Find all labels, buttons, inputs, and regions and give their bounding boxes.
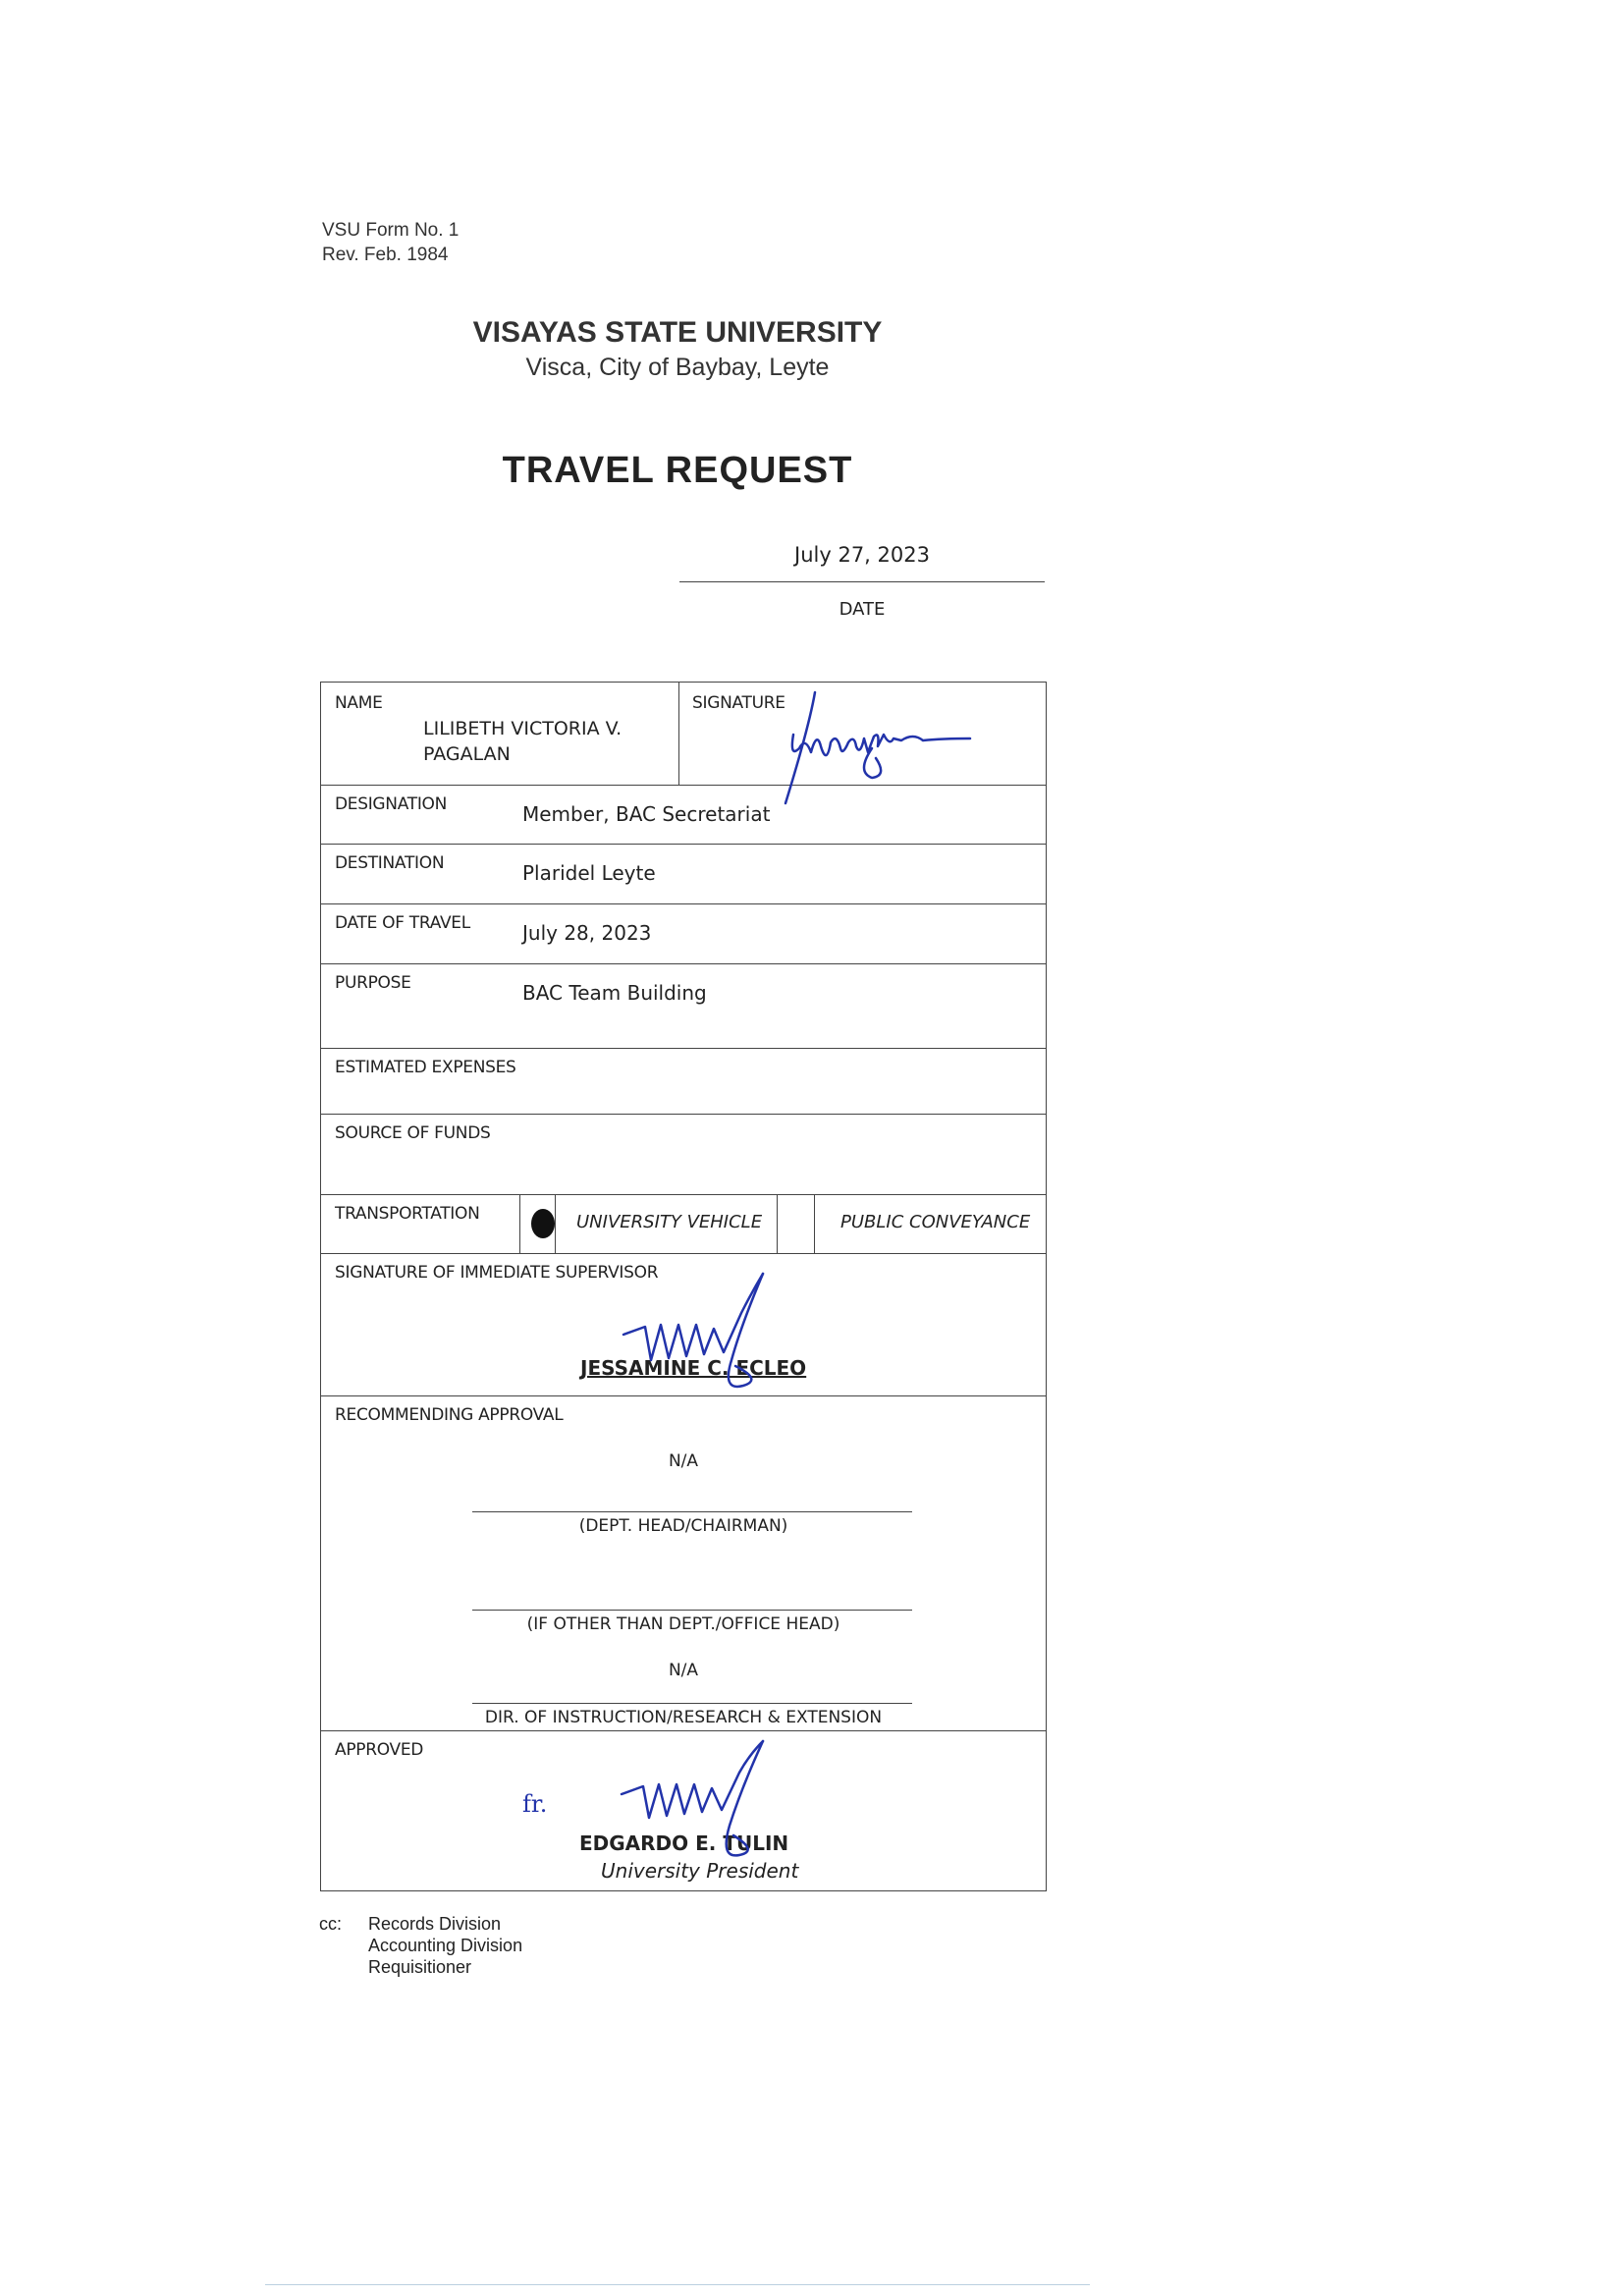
supervisor-signature-icon xyxy=(616,1264,851,1396)
estimated-expenses-label: ESTIMATED EXPENSES xyxy=(335,1058,516,1077)
dept-head-caption: (DEPT. HEAD/CHAIRMAN) xyxy=(578,1516,788,1536)
cc-label: cc: xyxy=(319,1914,343,1934)
approved-label: APPROVED xyxy=(335,1740,424,1760)
approver-prefix: fr. xyxy=(522,1790,548,1818)
cc-item-records: Records Division xyxy=(368,1914,502,1934)
public-conveyance-option: PUBLIC CONVEYANCE xyxy=(840,1212,1031,1232)
page-title: TRAVEL REQUEST xyxy=(502,450,853,491)
signature-label: SIGNATURE xyxy=(692,693,785,713)
recommending-approval-row xyxy=(321,1396,1046,1731)
request-date: July 27, 2023 xyxy=(794,543,930,567)
name-value-line1: LILIBETH VICTORIA V. xyxy=(423,718,623,739)
dept-head-line xyxy=(472,1511,912,1512)
university-address: Visca, City of Baybay, Leyte xyxy=(525,354,830,381)
estimated-expenses-row xyxy=(321,1049,1046,1115)
date-of-travel-row xyxy=(321,904,1046,964)
approved-section xyxy=(321,1731,1046,1888)
name-value xyxy=(423,716,622,767)
recommending-approval-label: RECOMMENDING APPROVAL xyxy=(335,1405,564,1425)
source-of-funds-row xyxy=(321,1115,1046,1195)
purpose-row xyxy=(321,964,1046,1049)
university-vehicle-option: UNIVERSITY VEHICLE xyxy=(576,1212,763,1232)
approver-name: EDGARDO E. TULIN xyxy=(579,1831,789,1855)
director-line xyxy=(472,1703,912,1704)
date-of-travel-label: DATE OF TRAVEL xyxy=(335,913,470,933)
destination-label: DESTINATION xyxy=(335,853,445,873)
transport-divider-3 xyxy=(777,1195,778,1253)
cc-item-requisitioner: Requisitioner xyxy=(368,1957,472,1977)
transportation-label: TRANSPORTATION xyxy=(335,1204,480,1224)
supervisor-name: JESSAMINE C. ECLEO xyxy=(580,1356,807,1380)
director-value: N/A xyxy=(668,1661,699,1680)
form-number xyxy=(322,218,459,267)
date-of-travel-value: July 28, 2023 xyxy=(522,921,652,945)
transport-divider-4 xyxy=(814,1195,815,1253)
destination-row xyxy=(321,845,1046,904)
approver-title: University President xyxy=(601,1859,799,1883)
form-number-text: VSU Form No. 1 xyxy=(322,220,460,241)
destination-value: Plaridel Leyte xyxy=(522,861,656,885)
supervisor-row xyxy=(321,1254,1046,1396)
other-head-line xyxy=(472,1610,912,1611)
public-conveyance-checkbox[interactable] xyxy=(788,1209,810,1238)
transport-divider-1 xyxy=(519,1195,520,1253)
university-vehicle-checkmark[interactable] xyxy=(531,1209,555,1238)
purpose-value: BAC Team Building xyxy=(522,981,707,1005)
transport-divider-2 xyxy=(555,1195,556,1253)
source-of-funds-label: SOURCE OF FUNDS xyxy=(335,1123,491,1143)
requester-signature-icon xyxy=(766,687,982,805)
cc-item-accounting: Accounting Division xyxy=(368,1936,523,1955)
name-value-line2: PAGALAN xyxy=(423,743,511,765)
transportation-row xyxy=(321,1195,1046,1254)
cc-list xyxy=(368,1913,522,1978)
page-bottom-rule xyxy=(265,2284,1090,2285)
supervisor-label: SIGNATURE OF IMMEDIATE SUPERVISOR xyxy=(335,1263,659,1283)
travel-request-form xyxy=(320,682,1047,1891)
date-label: DATE xyxy=(839,599,886,620)
date-underline xyxy=(679,581,1045,582)
designation-value: Member, BAC Secretariat xyxy=(522,802,771,826)
other-head-caption: (IF OTHER THAN DEPT./OFFICE HEAD) xyxy=(526,1614,840,1634)
university-name: VISAYAS STATE UNIVERSITY xyxy=(472,316,883,349)
name-label: NAME xyxy=(335,693,383,713)
designation-label: DESIGNATION xyxy=(335,794,448,814)
form-revision-text: Rev. Feb. 1984 xyxy=(322,245,449,265)
approver-signature-icon xyxy=(616,1735,851,1883)
name-signature-divider xyxy=(678,683,679,785)
director-caption: DIR. OF INSTRUCTION/RESEARCH & EXTENSION xyxy=(484,1708,883,1727)
purpose-label: PURPOSE xyxy=(335,973,411,993)
dept-head-value: N/A xyxy=(668,1451,699,1471)
